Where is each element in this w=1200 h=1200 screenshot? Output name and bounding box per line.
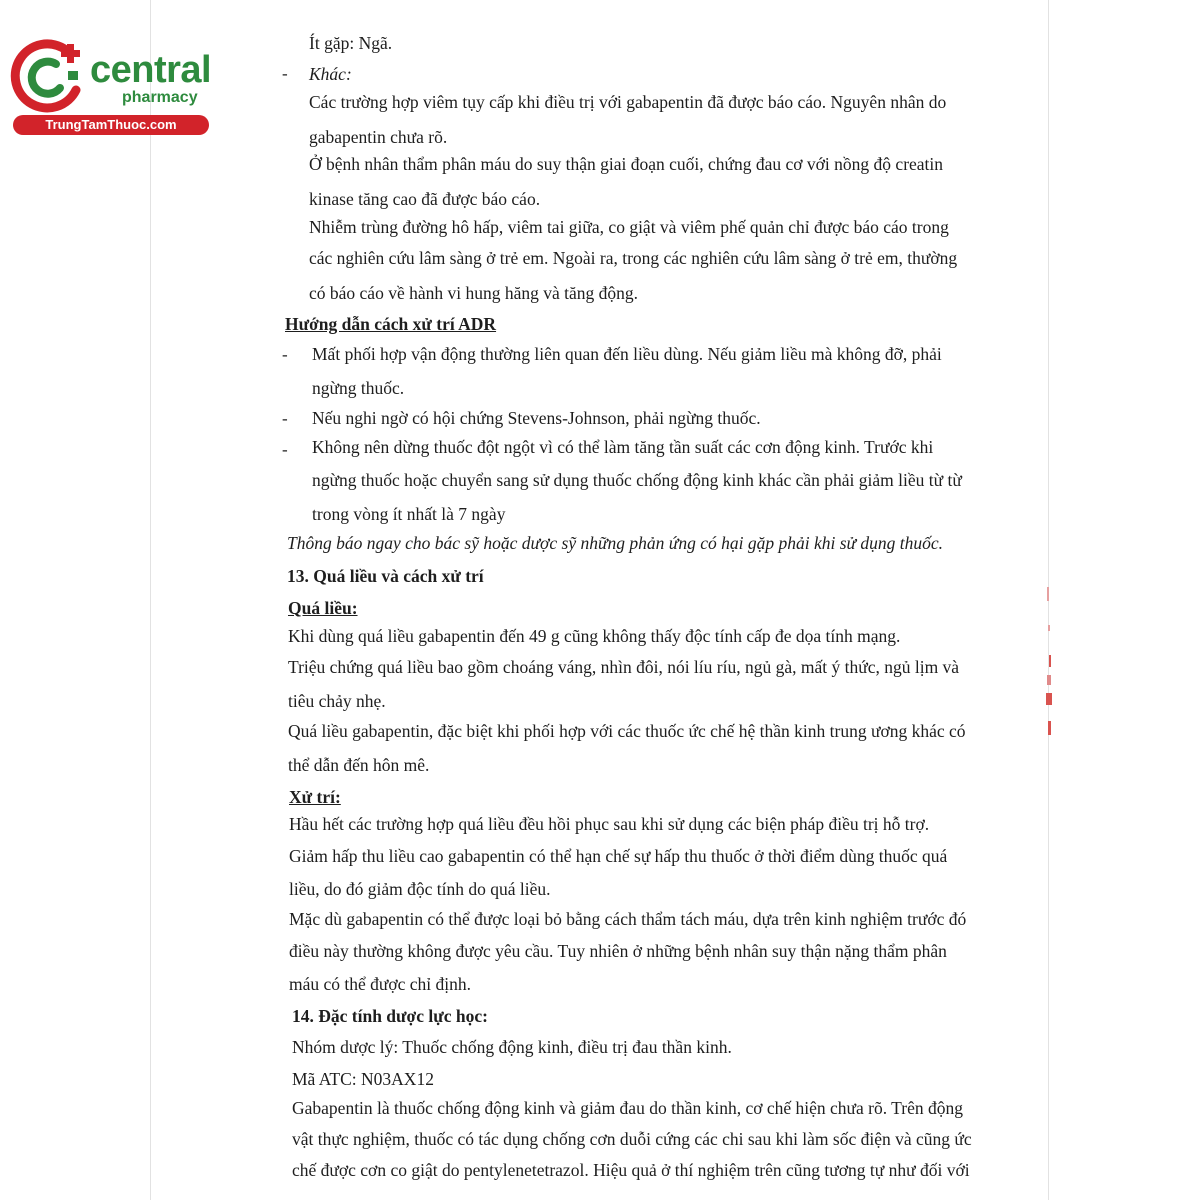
bullet-dash: - bbox=[282, 345, 288, 364]
notice-text: Thông báo ngay cho bác sỹ hoặc dược sỹ những phản ứng có hại gặp phải khi sử dụng thuốc. bbox=[287, 533, 944, 553]
text-line: Không nên dừng thuốc đột ngột vì có thể làm tăng tần suất các cơn động kinh. Trước khi bbox=[312, 437, 934, 457]
text-line: thể dẫn đến hôn mê. bbox=[288, 755, 430, 775]
central-pharmacy-logo bbox=[10, 36, 215, 136]
text-line: Nhóm dược lý: Thuốc chống động kinh, điều trị đau thần kinh. bbox=[292, 1037, 732, 1057]
text-line: kinase tăng cao đã được báo cáo. bbox=[309, 189, 541, 209]
text-line: Nhiễm trùng đường hô hấp, viêm tai giữa, co giật và viêm phế quản chỉ được báo cáo trong bbox=[309, 217, 949, 237]
section-heading: 14. Đặc tính dược lực học: bbox=[292, 1006, 488, 1026]
section-heading: 13. Quá liều và cách xử trí bbox=[287, 566, 484, 586]
text-line: có báo cáo về hành vi hung hăng và tăng động. bbox=[309, 283, 639, 303]
text-line: ngừng thuốc hoặc chuyển sang sử dụng thuốc chống động kinh khác cần phải giảm liều từ từ bbox=[312, 470, 962, 490]
text-line: Triệu chứng quá liều bao gồm choáng váng, nhìn đôi, nói líu ríu, ngủ gà, mất ý thức, ngủ lịm và bbox=[288, 657, 960, 677]
text-line: Ít gặp: Ngã. bbox=[309, 33, 393, 53]
red-stamp-edge-marks bbox=[1040, 585, 1060, 745]
text-line: trong vòng ít nhất là 7 ngày bbox=[312, 504, 506, 524]
text-line: Mất phối hợp vận động thường liên quan đến liều dùng. Nếu giảm liều mà không đỡ, phải bbox=[312, 344, 942, 364]
section-subheading: Xử trí: bbox=[289, 787, 341, 807]
text-line: Gabapentin là thuốc chống động kinh và giảm đau do thần kinh, cơ chế hiện chưa rõ. Trên động bbox=[292, 1098, 963, 1118]
text-line: điều này thường không được yêu cầu. Tuy nhiên ở những bệnh nhân suy thận nặng thẩm phân bbox=[289, 941, 947, 961]
section-subheading: Quá liều: bbox=[288, 598, 358, 618]
logo-emblem-icon bbox=[10, 38, 88, 116]
text-line: máu có thể được chỉ định. bbox=[289, 974, 472, 994]
section-subheading: Hướng dẫn cách xử trí ADR bbox=[285, 314, 497, 334]
text-line: Nếu nghi ngờ có hội chứng Stevens-Johnson, phải ngừng thuốc. bbox=[312, 408, 761, 428]
text-line: Ở bệnh nhân thẩm phân máu do suy thận giai đoạn cuối, chứng đau cơ với nồng độ creatin bbox=[309, 154, 944, 174]
bullet-dash: - bbox=[282, 440, 288, 459]
text-line: ngừng thuốc. bbox=[312, 378, 405, 398]
bullet-dash: - bbox=[282, 64, 288, 83]
logo-website-url: TrungTamThuoc.com bbox=[13, 115, 209, 135]
text-line: Giảm hấp thu liều cao gabapentin có thể hạn chế sự hấp thu thuốc ở thời điểm dùng thuốc quá bbox=[289, 846, 948, 866]
text-line: Khi dùng quá liều gabapentin đến 49 g cũng không thấy độc tính cấp đe dọa tính mạng. bbox=[288, 626, 901, 646]
text-line: Các trường hợp viêm tụy cấp khi điều trị với gabapentin đã được báo cáo. Nguyên nhân do bbox=[309, 92, 947, 112]
text-line: Mã ATC: N03AX12 bbox=[292, 1069, 434, 1089]
text-line: vật thực nghiệm, thuốc có tác dụng chống cơn duỗi cứng các chi sau khi làm sốc điện và cũng ức bbox=[292, 1129, 972, 1149]
page-edge-line bbox=[150, 0, 151, 1200]
bullet-dash: - bbox=[282, 409, 288, 428]
text-line: Hầu hết các trường hợp quá liều đều hồi phục sau khi sử dụng các biện pháp điều trị hỗ trợ. bbox=[289, 814, 930, 834]
logo-brand-name: central bbox=[90, 49, 212, 91]
text-line: gabapentin chưa rõ. bbox=[309, 127, 448, 147]
text-line: tiêu chảy nhẹ. bbox=[288, 691, 386, 711]
text-line: các nghiên cứu lâm sàng ở trẻ em. Ngoài ra, trong các nghiên cứu lâm sàng ở trẻ em, thường bbox=[309, 248, 958, 268]
logo-brand-subtitle: pharmacy bbox=[122, 89, 198, 106]
text-line: Mặc dù gabapentin có thể được loại bỏ bằng cách thẩm tách máu, dựa trên kinh nghiệm trước đó bbox=[289, 909, 967, 929]
text-line: chế được cơn co giật do pentylenetetrazol. Hiệu quả ở thí nghiệm trên cũng tương tự như đối với bbox=[292, 1160, 970, 1180]
subheading: Khác: bbox=[309, 64, 352, 84]
text-line: liều, do đó giảm độc tính do quá liều. bbox=[289, 879, 551, 899]
text-line: Quá liều gabapentin, đặc biệt khi phối hợp với các thuốc ức chế hệ thần kinh trung ương khác có bbox=[288, 721, 966, 741]
